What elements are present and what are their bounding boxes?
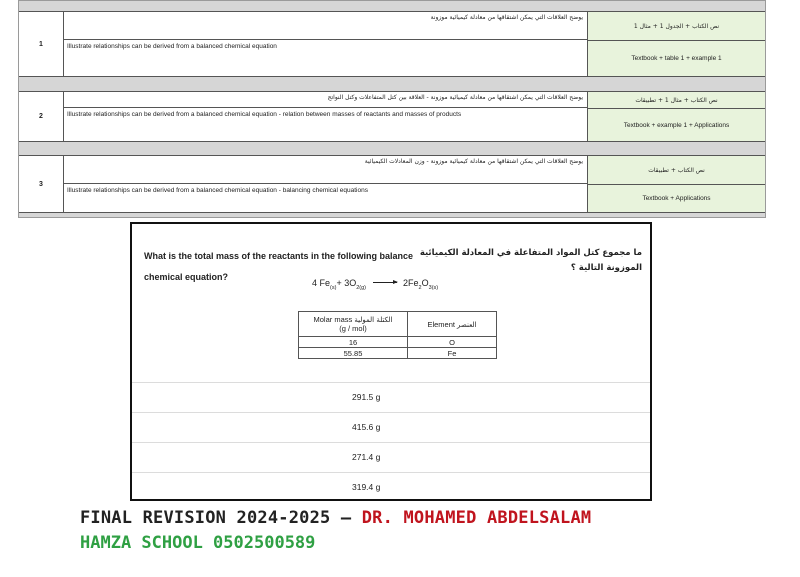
reaction-arrow-icon: [373, 282, 397, 283]
objective-source: [588, 92, 765, 141]
answer-option[interactable]: 271.4 g: [132, 442, 650, 472]
source-arabic: نص الكتاب + تطبيقات: [588, 156, 765, 185]
source-arabic: نص الكتاب + الجدول 1 + مثال 1: [588, 12, 765, 41]
objective-english: Illustrate relationships can be derived from a balanced chemical equation: [67, 43, 277, 50]
answer-option[interactable]: 319.4 g: [132, 472, 650, 502]
objective-english: Illustrate relationships can be derived from a balanced chemical equation - balancing chemical equations: [67, 187, 368, 194]
objectives-table: [18, 0, 766, 218]
question-arabic: ما مجموع كتل المواد المتفاعلة في المعادلة الكيميائية الموزونة التالية ؟: [419, 248, 642, 273]
objective-source: [588, 156, 765, 212]
answer-options: [132, 382, 650, 502]
source-english: Textbook + table 1 + example 1: [631, 55, 722, 62]
objective-row: [19, 155, 765, 213]
objective-description: [64, 156, 588, 212]
source-english: Textbook + example 1 + Applications: [623, 121, 730, 129]
objective-arabic: يوضح العلاقات التي يمكن اشتقاقها من معادلة كيميائية موزونة: [64, 12, 587, 40]
question-card: [130, 222, 652, 501]
objective-number: 2: [19, 92, 64, 141]
objective-description: [64, 12, 588, 76]
question-english: What is the total mass of the reactants in the following balance chemical equation?: [144, 251, 414, 282]
source-arabic: نص الكتاب + مثال 1 + تطبيقات: [588, 92, 765, 109]
molar-mass-cell: 55.85: [299, 348, 408, 359]
footer-revision-line: FINAL REVISION 2024-2025 – DR. MOHAMED ABDELSALAM: [80, 508, 592, 528]
objective-description: [64, 92, 588, 141]
objective-row: [19, 11, 765, 77]
objective-number: 3: [19, 156, 64, 212]
answer-option[interactable]: 415.6 g: [132, 412, 650, 442]
teacher-name: DR. MOHAMED ABDELSALAM: [361, 508, 592, 528]
objective-number: 1: [19, 12, 64, 76]
chemical-equation: 4 $Fe_{(s)}+ 3O_{2(g)}$ $2Fe_2O_{3(s)}$: [312, 278, 439, 291]
element-cell: Fe: [408, 348, 497, 359]
answer-option[interactable]: 291.5 g: [132, 382, 650, 412]
objective-row: [19, 91, 765, 142]
element-cell: O: [408, 337, 497, 348]
molar-mass-table: [298, 311, 497, 359]
source-english: Textbook + Applications: [642, 195, 711, 202]
objective-arabic: يوضح العلاقات التي يمكن اشتقاقها من معادلة كيميائية موزونة - وزن المعادلات الكيميائية: [64, 156, 587, 184]
objective-source: [588, 12, 765, 76]
objective-english: Illustrate relationships can be derived from a balanced chemical equation - relation between masses of reactants and masses of products: [67, 111, 462, 118]
footer-school-line: HAMZA SCHOOL 0502500589: [80, 533, 316, 553]
objective-arabic: يوضح العلاقات التي يمكن اشتقاقها من معادلة كيميائية موزونة - العلاقة بين كتل المتفاعلات وكتل النواتج: [64, 92, 587, 108]
molar-mass-cell: 16: [299, 337, 408, 348]
element-header: Element العنصر: [408, 312, 497, 337]
molar-mass-header: Molar mass الكتلة المولية (g / mol): [299, 312, 408, 337]
